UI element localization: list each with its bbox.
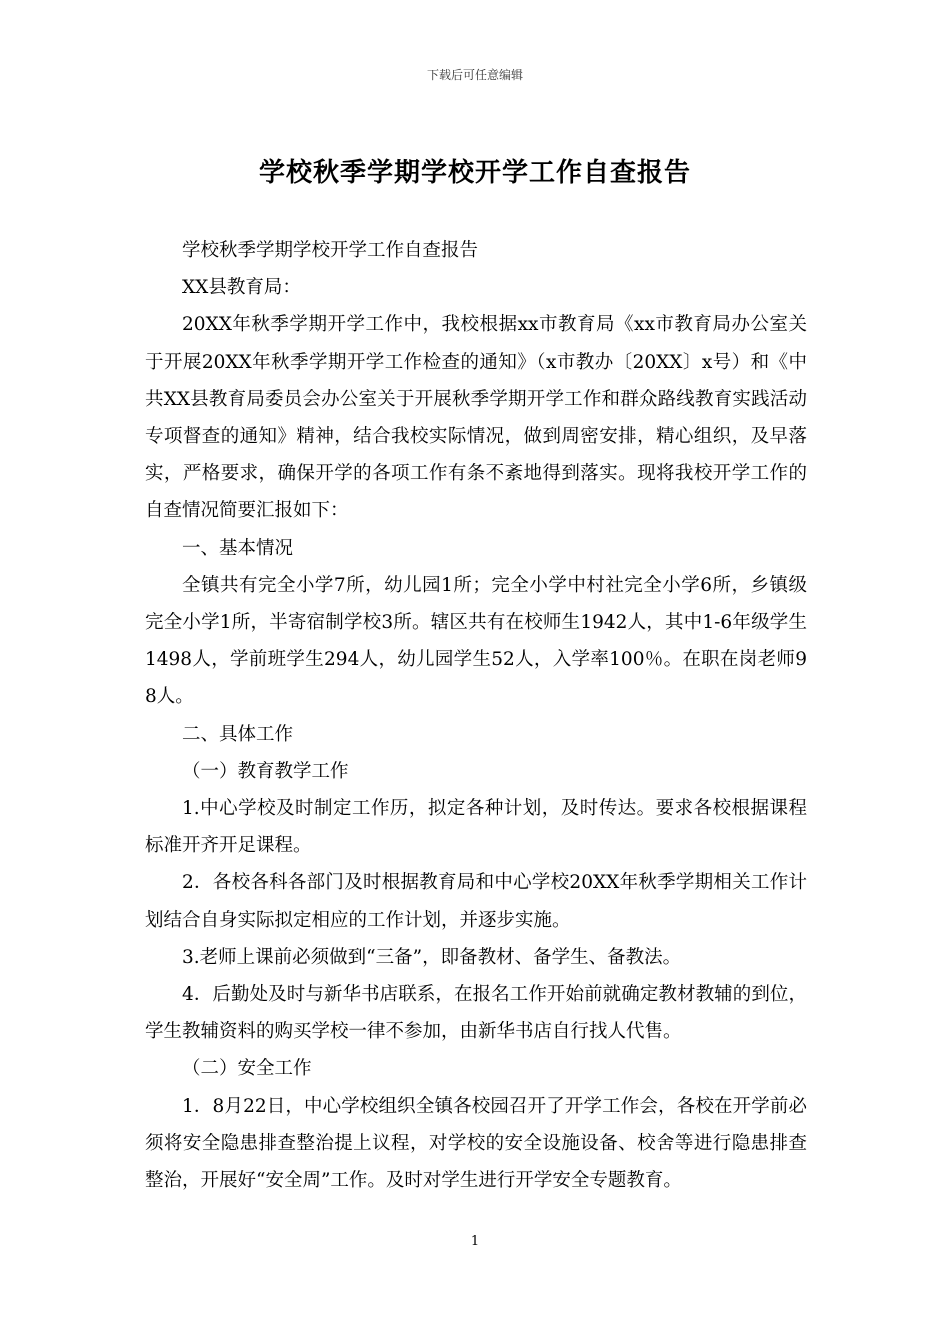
page-number: 1 [470, 1234, 480, 1249]
subsection-heading-safety: （二）安全工作 [182, 1058, 312, 1080]
paragraph-safety-1: 1．8月22日，中心学校组织全镇各校园召开了开学工作会，各校在开学前必须将安全隐患排查整治提上议程，对学校的安全设施设备、校舍等进行隐患排查整治，开展好“安全周”工作。及时对学生进行开学安全专题教育。 [145, 1095, 807, 1192]
paragraph-addressee: XX县教育局： [182, 277, 301, 299]
paragraph-teaching-3: 3.老师上课前必须做到“三备”，即备教材、备学生、备教法。 [182, 946, 682, 968]
document-body [145, 232, 807, 1199]
subsection-heading-teaching: （一）教育教学工作 [182, 760, 349, 782]
paragraph-teaching-2: 2．各校各科各部门及时根据教育局和中心学校20XX年秋季学期相关工作计划结合自身实际拟定相应的工作计划，并逐步实施。 [145, 872, 807, 931]
document-title: 学校秋季学期学校开学工作自查报告 [258, 158, 691, 188]
header-note: 下载后可任意编辑 [426, 68, 523, 82]
paragraph-basic-info: 全镇共有完全小学7所，幼儿园1所；完全小学中村社完全小学6所，乡镇级完全小学1所，半寄宿制学校3所。辖区共有在校师生1942人，其中1-6年级学生1498人，学前班学生294人，幼儿园学生52人，入学率100％。在职在岗老师98人。 [145, 574, 807, 708]
section-heading-work: 二、具体工作 [182, 723, 294, 745]
paragraph-subtitle: 学校秋季学期学校开学工作自查报告 [182, 240, 479, 261]
section-heading-basic: 一、基本情况 [182, 537, 294, 559]
paragraph-teaching-4: 4．后勤处及时与新华书店联系，在报名工作开始前就确定教材教辅的到位，学生教辅资料的购买学校一律不参加，由新华书店自行找人代售。 [145, 984, 807, 1043]
paragraph-intro: 20XX年秋季学期开学工作中，我校根据xx市教育局《xx市教育局办公室关于开展20XX年秋季学期开学工作检查的通知》（x市教办〔20XX〕x号）和《中共XX县教育局委员会办公室关于开展秋季学期开学工作和群众路线教育实践活动专项督查的通知》精神，结合我校实际情况，做到周密安排，精心组织，及早落实，严格要求，确保开学的各项工作有条不紊地得到落实。现将我校开学工作的自查情况简要汇报如下： [145, 314, 807, 522]
paragraph-teaching-1: 1.中心学校及时制定工作历，拟定各种计划，及时传达。要求各校根据课程标准开齐开足课程。 [145, 798, 807, 857]
